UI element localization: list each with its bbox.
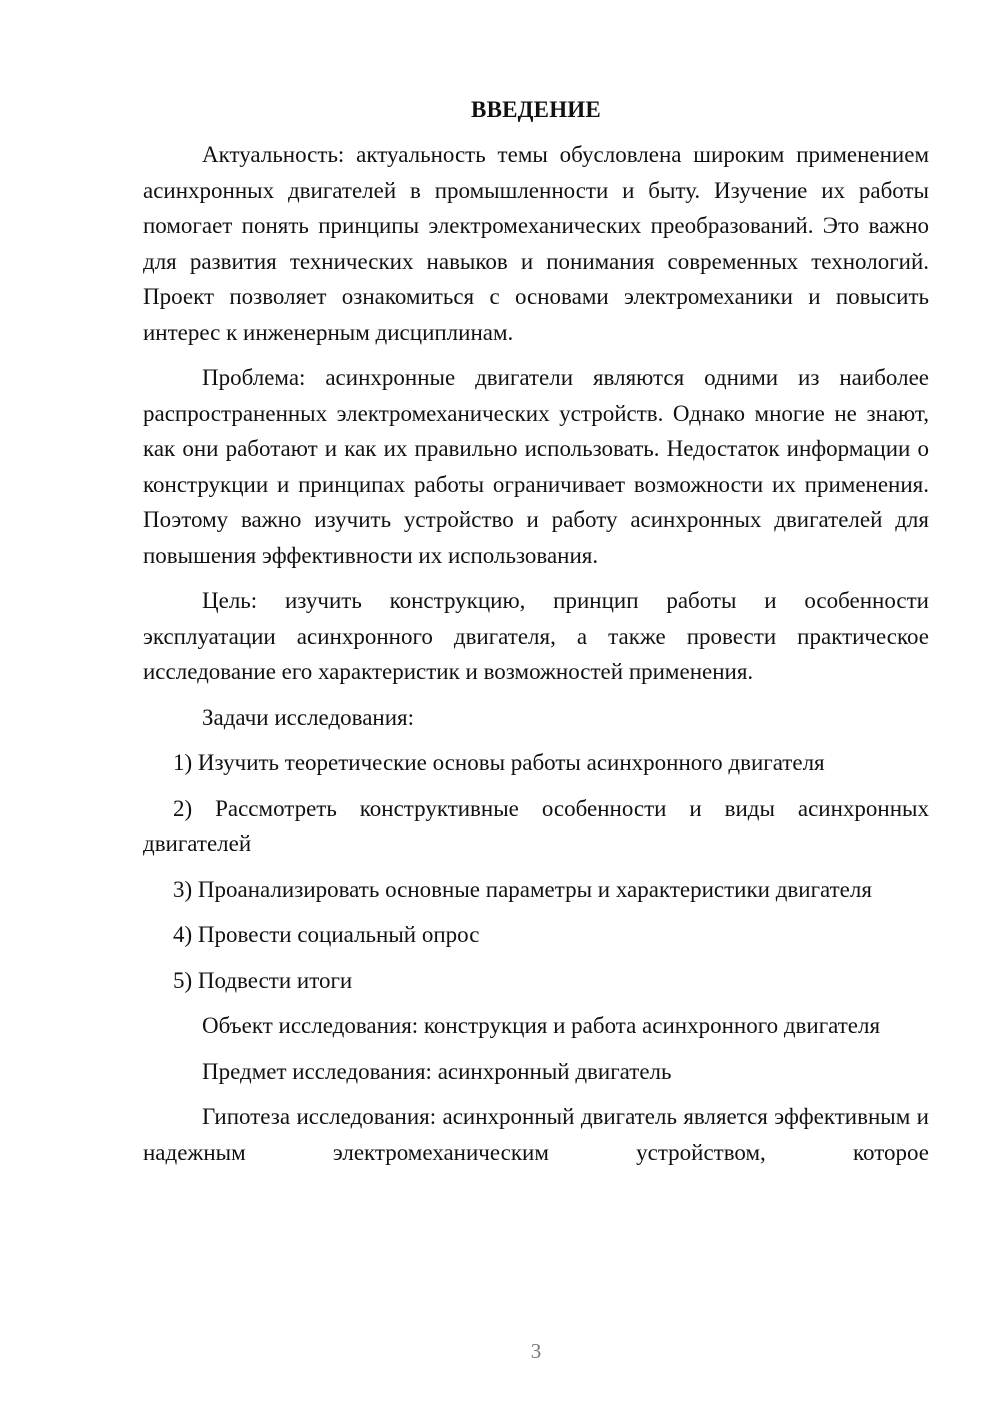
task-item-5: 5) Подвести итоги — [173, 967, 353, 993]
page-title: ВВЕДЕНИЕ — [471, 97, 601, 122]
task-item-2: 2) Рассмотреть конструктивные особенности и виды асинхронных двигателей — [143, 795, 929, 856]
task-item-3: 3) Проанализировать основные параметры и характеристики двигателя — [173, 876, 872, 902]
task-item-1: 1) Изучить теоретические основы работы асинхронного двигателя — [173, 750, 825, 775]
page-content — [143, 92, 929, 1180]
object-paragraph: Объект исследования: конструкция и работа асинхронного двигателя — [202, 1013, 881, 1038]
problem-paragraph: Проблема: асинхронные двигатели являются одними из наиболее распространенных электромеханических устройств. Однако многие не знают, как они работают и как их правильно использовать. Недостаток информации о конструкции и принципах работы ограничивает возможности их применения. Поэтому важно изучить устройство и работу асинхронных двигателей для повышения эффективности их использования. — [143, 365, 929, 568]
hypothesis-paragraph: Гипотеза исследования: асинхронный двигатель является эффективным и надежным электромеханическим устройством, которое — [143, 1104, 929, 1165]
task-item-4: 4) Провести социальный опрос — [173, 922, 480, 947]
page-number: 3 — [530, 1339, 542, 1363]
tasks-heading: Задачи исследования: — [202, 704, 415, 730]
subject-paragraph: Предмет исследования: асинхронный двигатель — [202, 1058, 672, 1084]
relevance-paragraph: Актуальность: актуальность темы обусловлена широким применением асинхронных двигателей в промышленности и быту. Изучение их работы помогает понять принципы электромеханических преобразований. Это важно для развития технических навыков и понимания современных технологий. Проект позволяет ознакомиться с основами электромеханики и повысить интерес к инженерным дисциплинам. — [143, 142, 929, 345]
goal-paragraph: Цель: изучить конструкцию, принцип работы и особенности эксплуатации асинхронного двигателя, а также провести практическое исследование его характеристик и возможностей применения. — [143, 588, 929, 684]
